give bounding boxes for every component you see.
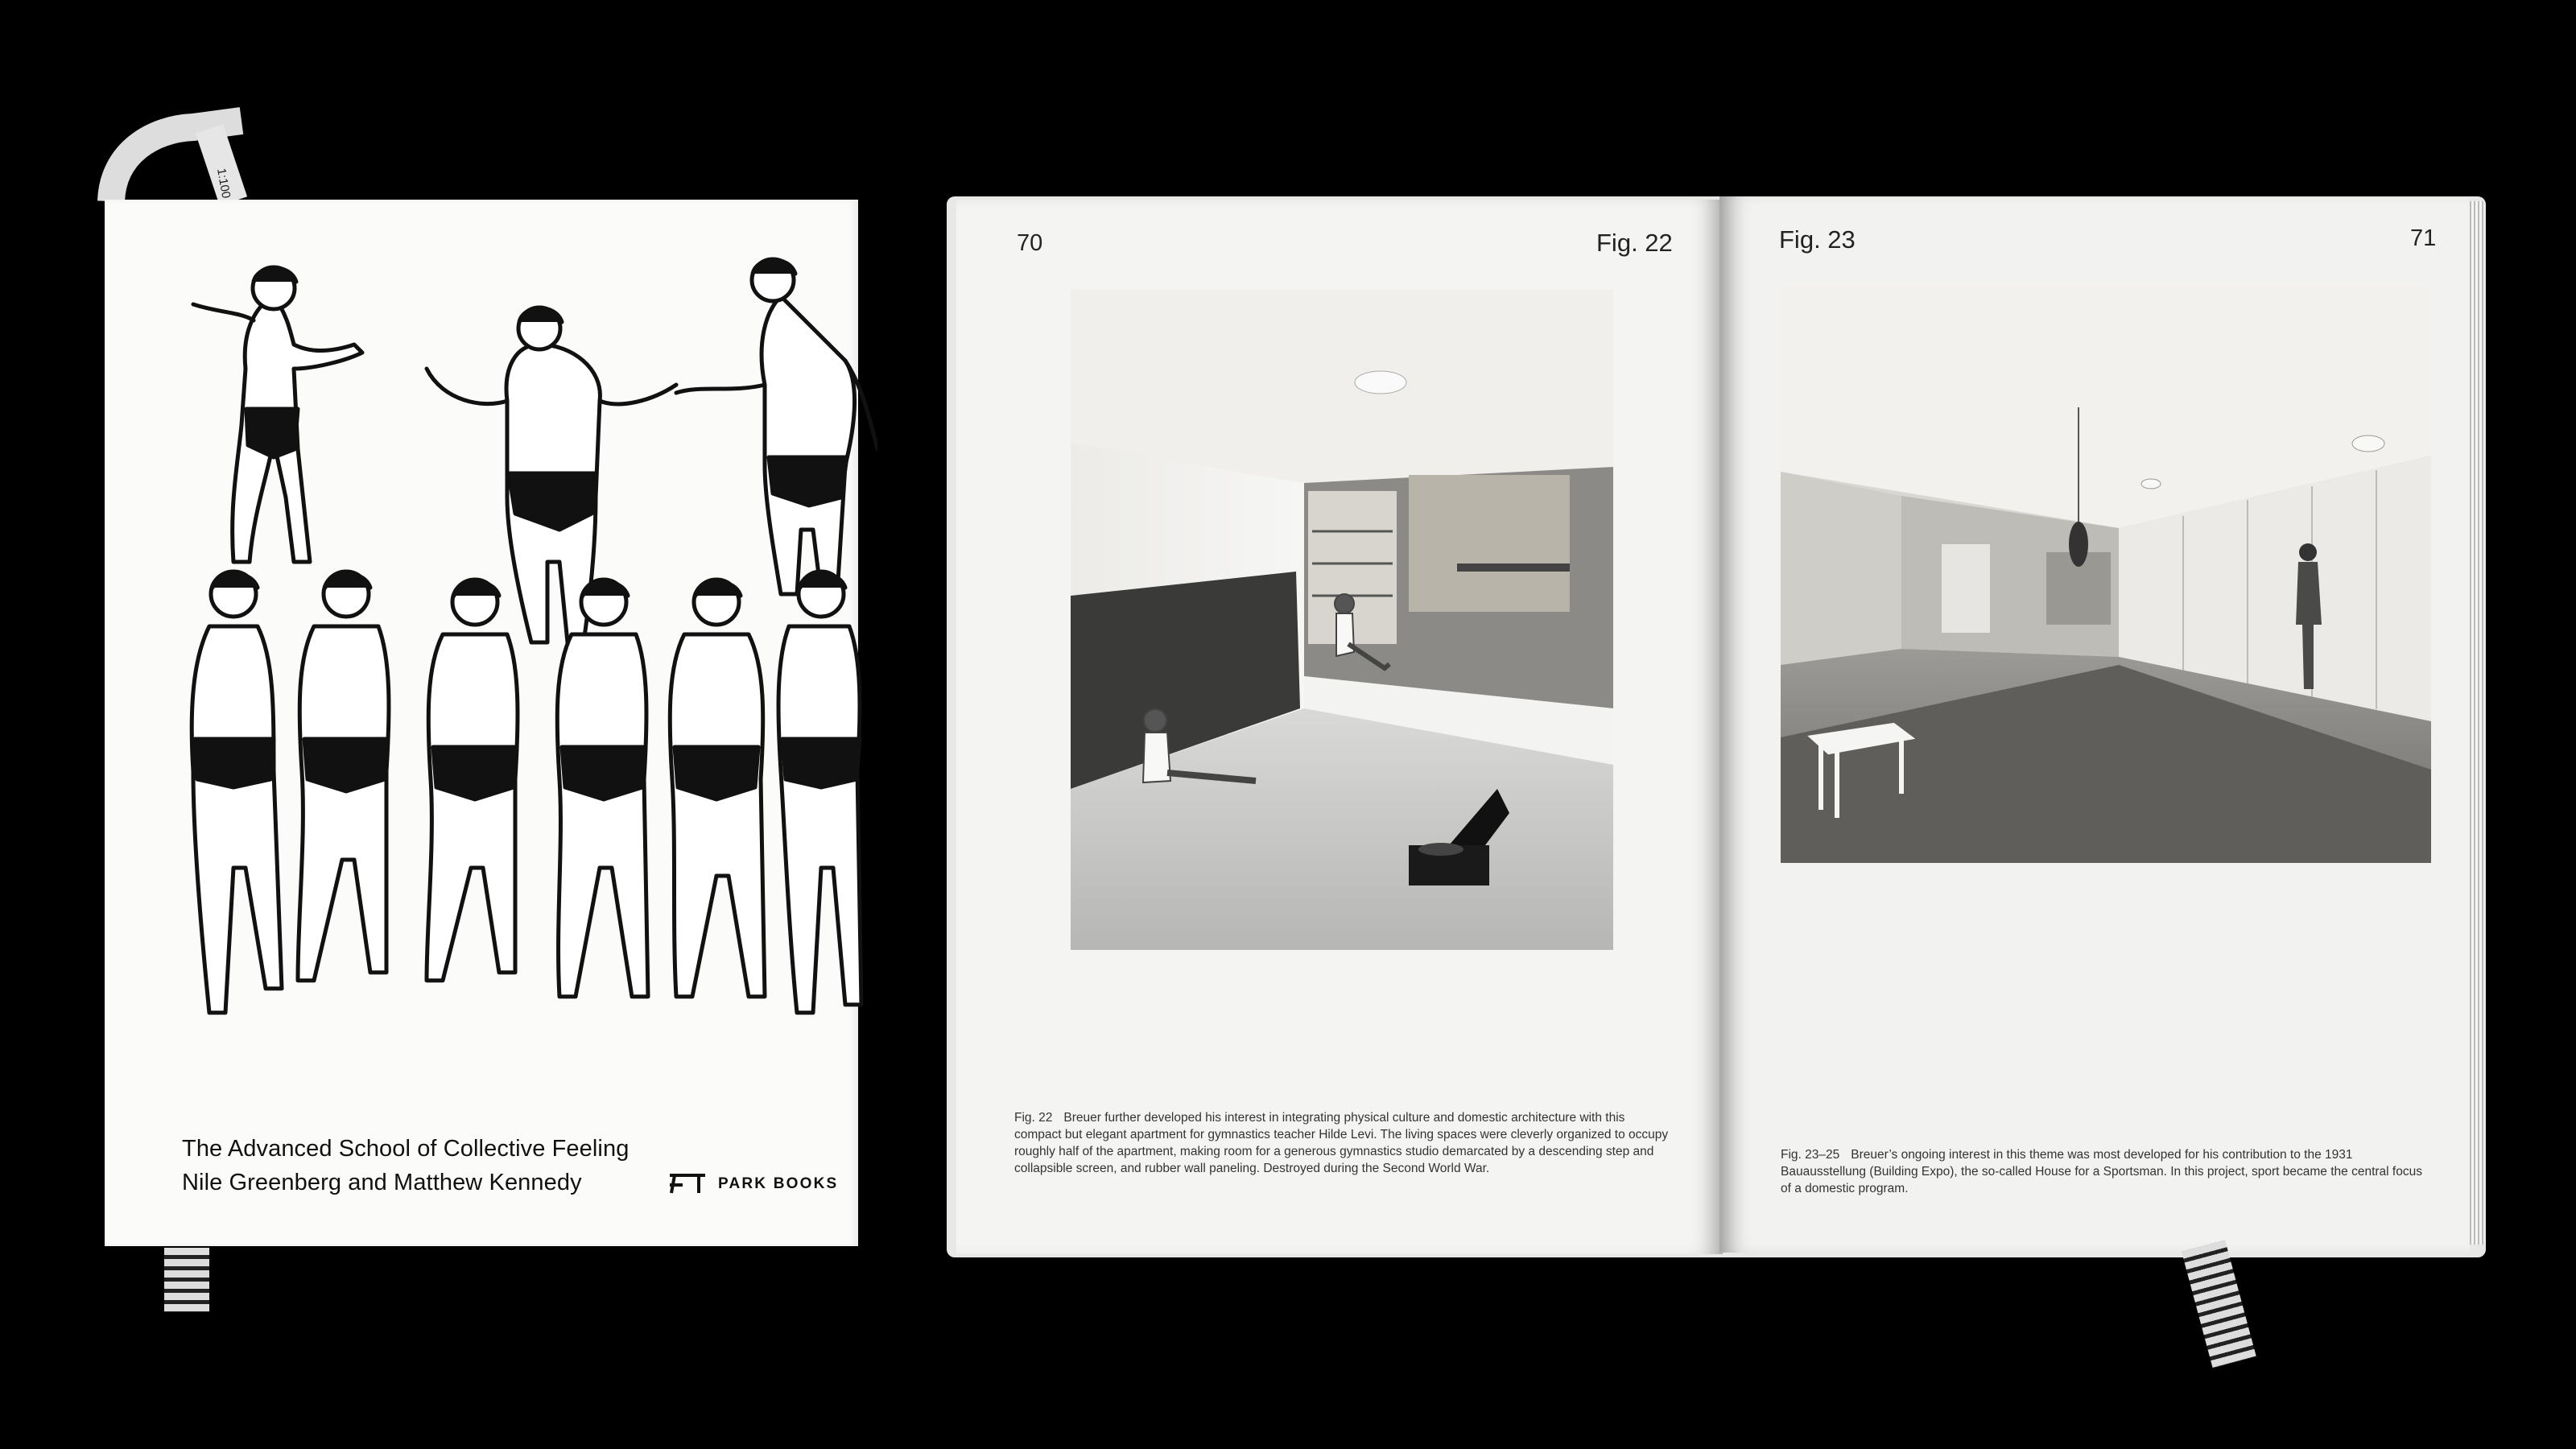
caption-left-ref: Fig. 22	[1014, 1111, 1053, 1125]
figure-bottom-1	[192, 572, 282, 1013]
caption-left-text: Breuer further developed his interest in integrating physical culture and domestic architecture with this compact but elegant apartment for gymnastics teacher Hilde Levi. The living spaces were cleverly organized to occupy roughly half of the apartment, making room for a generous gymnastics studio demarcated by a descending step and collapsible screen, and rubber wall paneling. Destroyed during the Second World War.	[1014, 1111, 1669, 1175]
left-page	[956, 200, 1723, 1254]
page-stack-edge	[2470, 201, 2484, 1245]
ribbon-scale-text: 1:100	[214, 167, 233, 200]
caption-right-text: Breuer’s ongoing interest in this theme was most developed for his contribution to the 1931 Bauausstellung (Building Expo), the so-called House for a Sportsman. In this project, sport became the central focus of a domestic program.	[1781, 1148, 2422, 1195]
figure-top-left	[193, 296, 362, 562]
page-number-left: 70	[1017, 230, 1043, 256]
figure-label-left: Fig. 22	[1596, 229, 1673, 257]
figure-bottom-4	[557, 580, 648, 997]
figure-top-right	[676, 296, 877, 594]
figure-label-right: Fig. 23	[1779, 225, 1856, 254]
figure-bottom-6	[778, 572, 861, 1013]
book-cover	[105, 200, 858, 1246]
publisher-name: PARK BOOKS	[718, 1175, 839, 1192]
right-page	[1719, 196, 2470, 1253]
cover-title: The Advanced School of Collective Feeling	[182, 1136, 630, 1162]
bookmark-ribbon-right	[2182, 1241, 2256, 1368]
page-number-right: 71	[2410, 225, 2437, 251]
photo-house-for-a-sportsman	[1781, 287, 2431, 863]
bookmark-ribbon-left	[164, 1248, 209, 1312]
photo-gymnastics-apartment	[1071, 290, 1613, 950]
cover-authors: Nile Greenberg and Matthew Kennedy	[182, 1170, 582, 1195]
caption-left	[1014, 1109, 1674, 1177]
gymnasts-illustration	[153, 224, 877, 1270]
caption-right	[1781, 1146, 2433, 1197]
figure-bottom-3	[427, 580, 518, 980]
caption-right-ref: Fig. 23–25	[1781, 1148, 1840, 1162]
figure-bottom-5	[670, 580, 765, 997]
park-books-logo-icon	[667, 1170, 708, 1195]
figure-bottom-2	[298, 572, 389, 980]
